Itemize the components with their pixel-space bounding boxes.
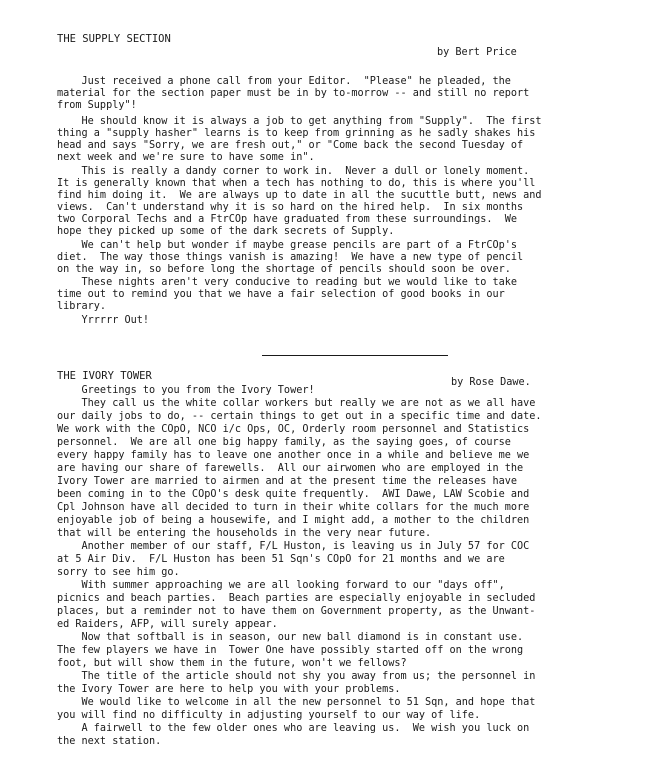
supply-section-title: THE SUPPLY SECTION bbox=[57, 33, 171, 45]
text-line: We work with the COpO, NCO i/c Ops, OC, Orderly room personnel and Statistics bbox=[57, 424, 530, 435]
text-line: Now that softball is in season, our new ball diamond is in constant use. bbox=[57, 632, 524, 643]
text-line: sorry to see him go. bbox=[57, 567, 180, 578]
text-line: that will be entering the households in the very near future. bbox=[57, 528, 432, 539]
section-divider bbox=[262, 355, 448, 356]
text-line: at 5 Air Div. F/L Huston has been 51 Sqn's COpO for 21 months and we are bbox=[57, 554, 505, 565]
text-line: The few players we have in Tower One have possibly started off on the wrong bbox=[57, 645, 524, 656]
text-line: find him doing it. We are always up to date in all the sucuttle butt, news and bbox=[57, 190, 542, 201]
text-line: been coming in to the COpO's desk quite frequently. AWI Dawe, LAW Scobie and bbox=[57, 489, 530, 500]
text-line: The title of the article should not shy you away from us; the personnel in bbox=[57, 671, 536, 682]
text-line: places, but a reminder not to have them on Government property, as the Unwant- bbox=[57, 606, 536, 617]
text-line: thing a "supply hasher" learns is to keep from grinning as he sadly shakes his bbox=[57, 128, 536, 139]
text-line: We can't help but wonder if maybe grease pencils are part of a FtrCOp's bbox=[57, 240, 518, 251]
text-line: Another member of our staff, F/L Huston, is leaving us in July 57 for COC bbox=[57, 541, 530, 552]
text-line: two Corporal Techs and a FtrCOp have graduated from these surroundings. We bbox=[57, 214, 518, 225]
text-line: are having our share of farewells. All our airwomen who are employed in the bbox=[57, 463, 524, 474]
text-line: Greetings to you from the Ivory Tower! bbox=[57, 385, 315, 396]
text-line: picnics and beach parties. Beach parties are especially enjoyable in secluded bbox=[57, 593, 536, 604]
text-line: He should know it is always a job to get anything from "Supply". The first bbox=[57, 116, 542, 127]
text-line: the Ivory Tower are here to help you with your problems. bbox=[57, 684, 401, 695]
text-line: from Supply"! bbox=[57, 100, 137, 111]
text-line: Yrrrrr Out! bbox=[57, 315, 150, 326]
text-line: Cpl Johnson have all decided to turn in their white collars for the much more bbox=[57, 502, 530, 513]
text-line: hope they picked up some of the dark secrets of Supply. bbox=[57, 226, 395, 237]
text-line: ed Raiders, AFP, will surely appear. bbox=[57, 619, 278, 630]
text-line: next week and we're sure to have some in". bbox=[57, 152, 315, 163]
text-line: Ivory Tower are married to airmen and at the present time the releases have bbox=[57, 476, 518, 487]
text-line: It is generally known that when a tech has nothing to do, this is where you'll bbox=[57, 178, 536, 189]
text-line: diet. The way those things vanish is amazing! We have a new type of pencil bbox=[57, 252, 524, 263]
text-line: personnel. We are all one big happy family, as the saying goes, of course bbox=[57, 437, 511, 448]
text-line: Just received a phone call from your Editor. "Please" he pleaded, the bbox=[57, 76, 511, 87]
text-line: With summer approaching we are all looking forward to our "days off", bbox=[57, 580, 505, 591]
text-line: foot, but will show them in the future, won't we fellows? bbox=[57, 658, 407, 669]
text-line: library. bbox=[57, 301, 107, 312]
text-line: These nights aren't very conducive to reading but we would like to take bbox=[57, 277, 518, 288]
text-line: They call us the white collar workers but really we are not as we all have bbox=[57, 398, 536, 409]
text-line: our daily jobs to do, -- certain things to get out in a specific time and date. bbox=[57, 411, 542, 422]
text-line: A fairwell to the few older ones who are leaving us. We wish you luck on bbox=[57, 723, 530, 734]
text-line: views. Can't understand why it is so hard on the hired help. In six months bbox=[57, 202, 524, 213]
ivory-tower-byline: by Rose Dawe. bbox=[451, 377, 531, 388]
text-line: head and says "Sorry, we are fresh out," or "Come back the second Tuesday of bbox=[57, 140, 524, 151]
text-line: We would like to welcome in all the new personnel to 51 Sqn, and hope that bbox=[57, 697, 536, 708]
text-line: This is really a dandy corner to work in. Never a dull or lonely moment. bbox=[57, 166, 530, 177]
text-line: on the way in, so before long the shortage of pencils should soon be over. bbox=[57, 264, 511, 275]
text-line: you will find no difficulty in adjusting yourself to our way of life. bbox=[57, 710, 481, 721]
text-line: every happy family has to leave one another once in a while and believe me we bbox=[57, 450, 530, 461]
text-line: time out to remind you that we have a fair selection of good books in our bbox=[57, 289, 505, 300]
text-line: material for the section paper must be in by to-morrow -- and still no report bbox=[57, 88, 530, 99]
supply-section-byline: by Bert Price bbox=[437, 47, 517, 58]
text-line: the next station. bbox=[57, 736, 162, 747]
ivory-tower-title: THE IVORY TOWER bbox=[57, 370, 152, 382]
text-line: enjoyable job of being a housewife, and I might add, a mother to the children bbox=[57, 515, 530, 526]
